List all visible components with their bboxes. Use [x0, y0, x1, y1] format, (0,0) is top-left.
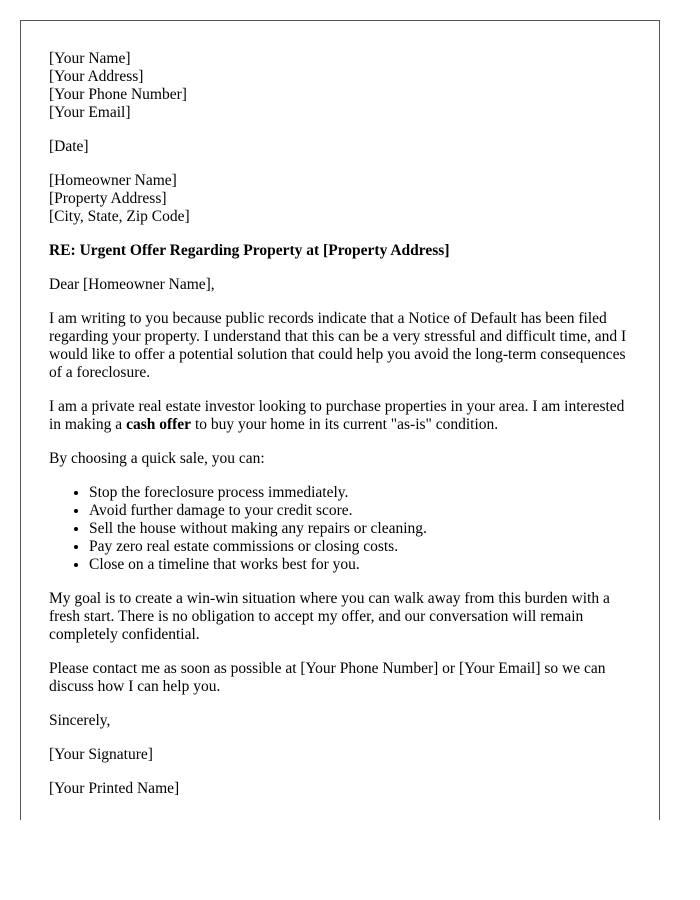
paragraph-goal: My goal is to create a win-win situation where you can walk away from this burden with a fresh start. There is no obligation to accept my offer, and our conversation will remain completely confidential. — [49, 590, 610, 643]
paragraph-investor-text-end: to buy your home in its current "as-is" condition. — [191, 416, 499, 433]
printed-name: [Your Printed Name] — [49, 780, 180, 797]
letter-date: [Date] — [49, 138, 89, 155]
benefit-item: • Pay zero real estate commissions or closing costs. — [89, 538, 631, 556]
paragraph-investor — [49, 398, 631, 434]
cash-offer-emphasis: cash offer — [126, 416, 192, 433]
paragraph-contact: Please contact me as soon as possible at [Your Phone Number] or [Your Email] so we can discuss how I can help you. — [49, 660, 606, 695]
paragraph-intro: I am writing to you because public records indicate that a Notice of Default has been filed regarding your property. I understand that this can be a very stressful and difficult time, and I would like to offer a potential solution that could help you avoid the long-term consequences of a foreclosure. — [49, 310, 627, 381]
recipient-name: [Homeowner Name] — [49, 172, 177, 189]
paragraph-quick-sale: By choosing a quick sale, you can: — [49, 450, 265, 467]
sender-email: [Your Email] — [49, 104, 131, 121]
sender-block — [49, 50, 631, 122]
sender-address: [Your Address] — [49, 68, 144, 85]
benefits-list — [49, 484, 631, 574]
paragraph-investor-text-start: I am a private real estate investor looking to purchase properties in your area. I am interested in making a — [49, 398, 625, 433]
salutation: Dear [Homeowner Name], — [49, 276, 215, 293]
recipient-city-state-zip: [City, State, Zip Code] — [49, 208, 190, 225]
benefit-item: • Sell the house without making any repairs or cleaning. — [89, 520, 631, 538]
sender-phone: [Your Phone Number] — [49, 86, 187, 103]
subject-line: RE: Urgent Offer Regarding Property at [Property Address] — [49, 242, 450, 259]
letter-page — [20, 20, 660, 820]
closing: Sincerely, — [49, 712, 111, 729]
sender-name: [Your Name] — [49, 50, 131, 67]
date-block — [49, 138, 631, 156]
signature-placeholder: [Your Signature] — [49, 746, 153, 763]
benefit-item: • Stop the foreclosure process immediately. — [89, 484, 631, 502]
recipient-property-address: [Property Address] — [49, 190, 167, 207]
benefit-item: • Avoid further damage to your credit score. — [89, 502, 631, 520]
recipient-block — [49, 172, 631, 226]
benefit-item: • Close on a timeline that works best for you. — [89, 556, 631, 574]
